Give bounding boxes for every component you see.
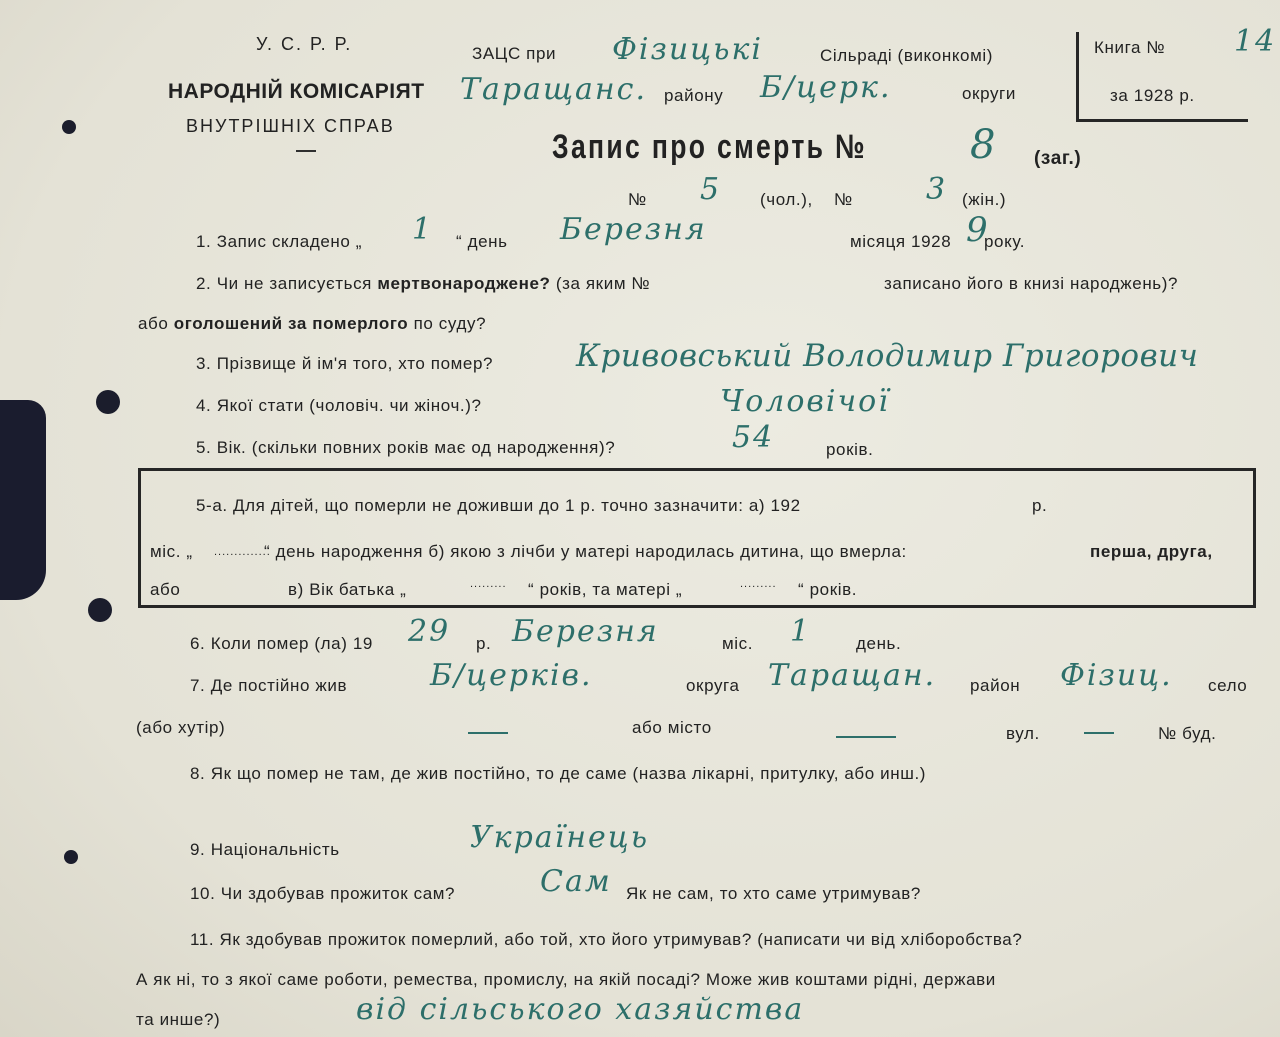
q5a-line2-options: перша, друга, [1090, 542, 1213, 561]
book-label: Книга № [1094, 38, 1166, 57]
q3-label: 3. Прізвище й ім'я того, хто помер? [196, 354, 494, 373]
q5a-years: “ років. [798, 580, 858, 599]
q5a-mother-blank: ......... [740, 578, 777, 590]
record-total-suffix: (заг.) [1034, 148, 1082, 169]
handwritten-female-number: 3 [926, 172, 948, 207]
handwritten-occupation: від сільського хазяйства [356, 992, 805, 1027]
punch-hole [62, 120, 76, 134]
record-title: Запис про смерть № [552, 128, 867, 166]
handwritten-male-number: 5 [700, 172, 722, 207]
q5-label: 5. Вік. (скільки повних років має од народження)? [196, 438, 616, 457]
q6-day-label: день. [856, 634, 902, 653]
q11-line1: 11. Як здобував прожиток померлий, або той, хто його утримував? (написати чи від хліборобства? [190, 930, 1023, 949]
q5a-mother-age: “ років, та матері „ [528, 580, 683, 599]
q7b-street-dash [1084, 732, 1114, 734]
raion-label: району [664, 86, 724, 105]
q10-label-a: 10. Чи здобував прожиток сам? [190, 884, 456, 903]
handwritten-death-year: 29 [408, 614, 451, 649]
q2-text-f: оголошений за померлого [173, 314, 409, 333]
q7b-blank-dash [468, 732, 508, 734]
handwritten-death-month: Березня [512, 614, 659, 649]
handwritten-res-village: Фізиц. [1060, 658, 1173, 693]
handwritten-death-day: 1 [790, 614, 812, 649]
q5a-month-label: міс. „ [150, 542, 193, 561]
handwritten-day: 1 [412, 212, 434, 247]
q2-line2 [138, 314, 486, 334]
q1-label: 1. Запис складено „ [196, 232, 363, 251]
book-year: за 1928 р. [1110, 86, 1195, 105]
handwritten-record-number: 8 [970, 122, 998, 168]
q2-text-a: 2. Чи не записується [196, 274, 372, 293]
q1-year-label: року. [984, 232, 1026, 251]
q6-r: р. [476, 634, 492, 653]
q5a-line1: 5-а. Для дітей, що померли не доживши до 1 р. точно зазначити: а) 192 [196, 496, 801, 515]
q2-text-g: по суду? [413, 314, 487, 333]
q7b-street: вул. [1006, 724, 1040, 743]
punch-hole [64, 850, 78, 864]
q4-label: 4. Якої стати (чоловіч. чи жіноч.)? [196, 396, 482, 415]
punch-hole [96, 390, 120, 414]
punch-hole [88, 598, 112, 622]
handwritten-res-raion: Таращан. [768, 658, 937, 693]
q1-day-label: “ день [456, 232, 508, 251]
male-label: (чол.), [760, 190, 813, 209]
male-number-label: № [628, 190, 647, 209]
handwritten-self-support: Сам [540, 864, 612, 899]
handwritten-sex: Чоловічої [720, 384, 890, 419]
handwritten-deceased-name: Кривовський Володимир Григорович [576, 338, 1199, 374]
handwritten-age: 54 [732, 420, 775, 455]
q7-okruha-label: округа [686, 676, 740, 695]
q2-text-b: мертвонароджене? [377, 274, 551, 293]
binder-tab [0, 400, 46, 600]
q7-label: 7. Де постійно жив [190, 676, 348, 695]
okruha-label: округи [962, 84, 1016, 103]
handwritten-book-number: 14 [1234, 24, 1277, 59]
q7b-khutir: (або хутір) [136, 718, 226, 737]
internal-affairs-heading: ВНУТРІШНІХ СПРАВ [186, 116, 395, 136]
q7b-city: або місто [632, 718, 712, 737]
silrada-label: Сільраді (виконкомі) [820, 46, 994, 65]
q2-text-d: записано його в книзі народжень)? [884, 274, 1179, 293]
q8-label: 8. Як що помер не там, де жив постійно, то де саме (назва лікарні, притулку, або инш.) [190, 764, 927, 783]
q6-month-label: міс. [722, 634, 754, 653]
q7b-city-dash [836, 736, 896, 738]
q5-years-label: років. [826, 440, 874, 459]
handwritten-year-correction: 9 [966, 210, 990, 250]
handwritten-village: Фізицькі [612, 32, 763, 67]
q2-text-c: (за яким № [555, 274, 651, 293]
handwritten-okruha: Б/церк. [760, 70, 892, 105]
ussr-heading: У. С. Р. Р. [256, 34, 353, 54]
q7-raion-label: район [970, 676, 1021, 695]
q5a-month-blank: .............. [214, 546, 271, 558]
zags-label: ЗАЦС при [472, 44, 557, 63]
q1-month-label: місяця 1928 [850, 232, 952, 251]
q5a-or: або [150, 580, 181, 599]
header-dash [296, 150, 316, 152]
q5a-father-blank: ......... [470, 578, 507, 590]
q10-label-b: Як не сам, то хто саме утримував? [626, 884, 921, 903]
handwritten-res-okruha: Б/церків. [430, 658, 593, 693]
q11-line2: А як ні, то з якої саме роботи, ремества, промислу, на якій посаді? Може жив коштами рідні, держави [136, 970, 996, 989]
q7-village-label: село [1208, 676, 1248, 695]
q6-label: 6. Коли помер (ла) 19 [190, 634, 373, 653]
q5a-line2: “ день народження б) якою з лічби у матері народилась дитина, що вмерла: [264, 542, 907, 561]
q5a-line1-r: р. [1032, 496, 1048, 515]
handwritten-raion: Таращанс. [460, 72, 647, 107]
commissariat-heading: НАРОДНІЙ КОМІСАРІЯТ [168, 80, 425, 103]
q11-line3: та инше?) [136, 1010, 221, 1029]
handwritten-month: Березня [560, 212, 707, 247]
female-label: (жін.) [962, 190, 1007, 209]
q7b-building: № буд. [1158, 724, 1217, 743]
handwritten-nationality: Українець [470, 820, 650, 855]
q9-label: 9. Національність [190, 840, 340, 859]
q5a-father-age: в) Вік батька „ [288, 580, 407, 599]
female-number-label: № [834, 190, 853, 209]
q2-label [196, 274, 650, 294]
q2-text-e: або [138, 314, 169, 333]
